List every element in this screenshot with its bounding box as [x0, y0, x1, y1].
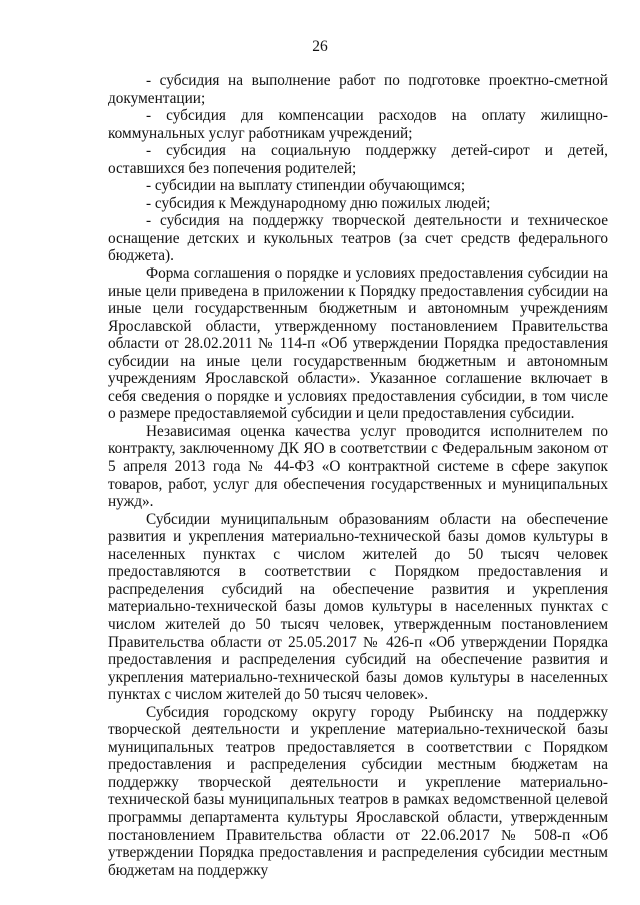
paragraph-agreement-form: Форма соглашения о порядке и условиях предоставления субсидии на иные цели приведена в приложении к Порядку предоставления субсидии на иные цели государственным бюджетным и автономным учреждениям Ярославской области, утвержденному постановлением Правительства области от 28.02.2011 № 114-п «Об утверждении Порядка предоставления субсидии на иные цели государственным бюджетным и автономным учреждениям Ярославской области». Указанное соглашение включает в себя сведения о порядке и условиях предоставления субсидии, в том числе о размере предоставляемой субсидии и цели предоставления субсидии.: [108, 265, 608, 423]
list-item-design-estimates: - субсидия на выполнение работ по подготовке проектно-сметной документации;: [108, 72, 608, 107]
list-item-puppet-theatres: - субсидия на поддержку творческой деятельности и техническое оснащение детских и кукольных театров (за счет средств федерального бюджета).: [108, 212, 608, 265]
paragraph-independent-assessment: Независимая оценка качества услуг проводится исполнителем по контракту, заключенному ДК ЯО в соответствии с Федеральным законом от 5 апреля 2013 года № 44-ФЗ «О контрактной системе в сфере закупок товаров, работ, услуг для обеспечения государственных и муниципальных нужд».: [108, 422, 608, 511]
list-item-elderly-day: - субсидия к Международному дню пожилых людей;: [146, 194, 491, 212]
list-item-orphans-support: - субсидия на социальную поддержку детей-сирот и детей, оставшихся без попечения родителей;: [108, 142, 608, 177]
page-number: 26: [312, 38, 328, 55]
document-body: [108, 72, 608, 879]
paragraph-houses-of-culture: Субсидии муниципальным образованиям области на обеспечение развития и укрепления материально-технической базы домов культуры в населенных пунктах с числом жителей до 50 тысяч человек предоставляются в соответствии с Порядком предоставления и распределения субсидий на обеспечение развития и укрепления материально-технической базы домов культуры в населенных пунктах с числом жителей до 50 тысяч человек, утвержденным постановлением Правительства области от 25.05.2017 № 426-п «Об утверждении Порядка предоставления и распределения субсидий на обеспечение развития и укрепления материально-технической базы домов культуры в населенных пунктах с числом жителей до 50 тысяч человек».: [108, 510, 608, 704]
list-item-scholarships: - субсидии на выплату стипендии обучающимся;: [146, 177, 466, 195]
paragraph-rybinsk-theatres: Субсидия городскому округу городу Рыбинску на поддержку творческой деятельности и укрепление материально-технической базы муниципальных театров предоставляется в соответствии с Порядком предоставления и распределения субсидии местным бюджетам на поддержку творческой деятельности и укрепление материально-технической базы муниципальных театров в рамках ведомственной целевой программы департамента культуры Ярославской области, утвержденным постановлением Правительства области от 22.06.2017 № 508-п «Об утверждении Порядка предоставления и распределения субсидии местным бюджетам на поддержку: [108, 703, 608, 879]
list-item-utilities-compensation: - субсидия для компенсации расходов на оплату жилищно-коммунальных услуг работникам учреждений;: [108, 107, 608, 142]
